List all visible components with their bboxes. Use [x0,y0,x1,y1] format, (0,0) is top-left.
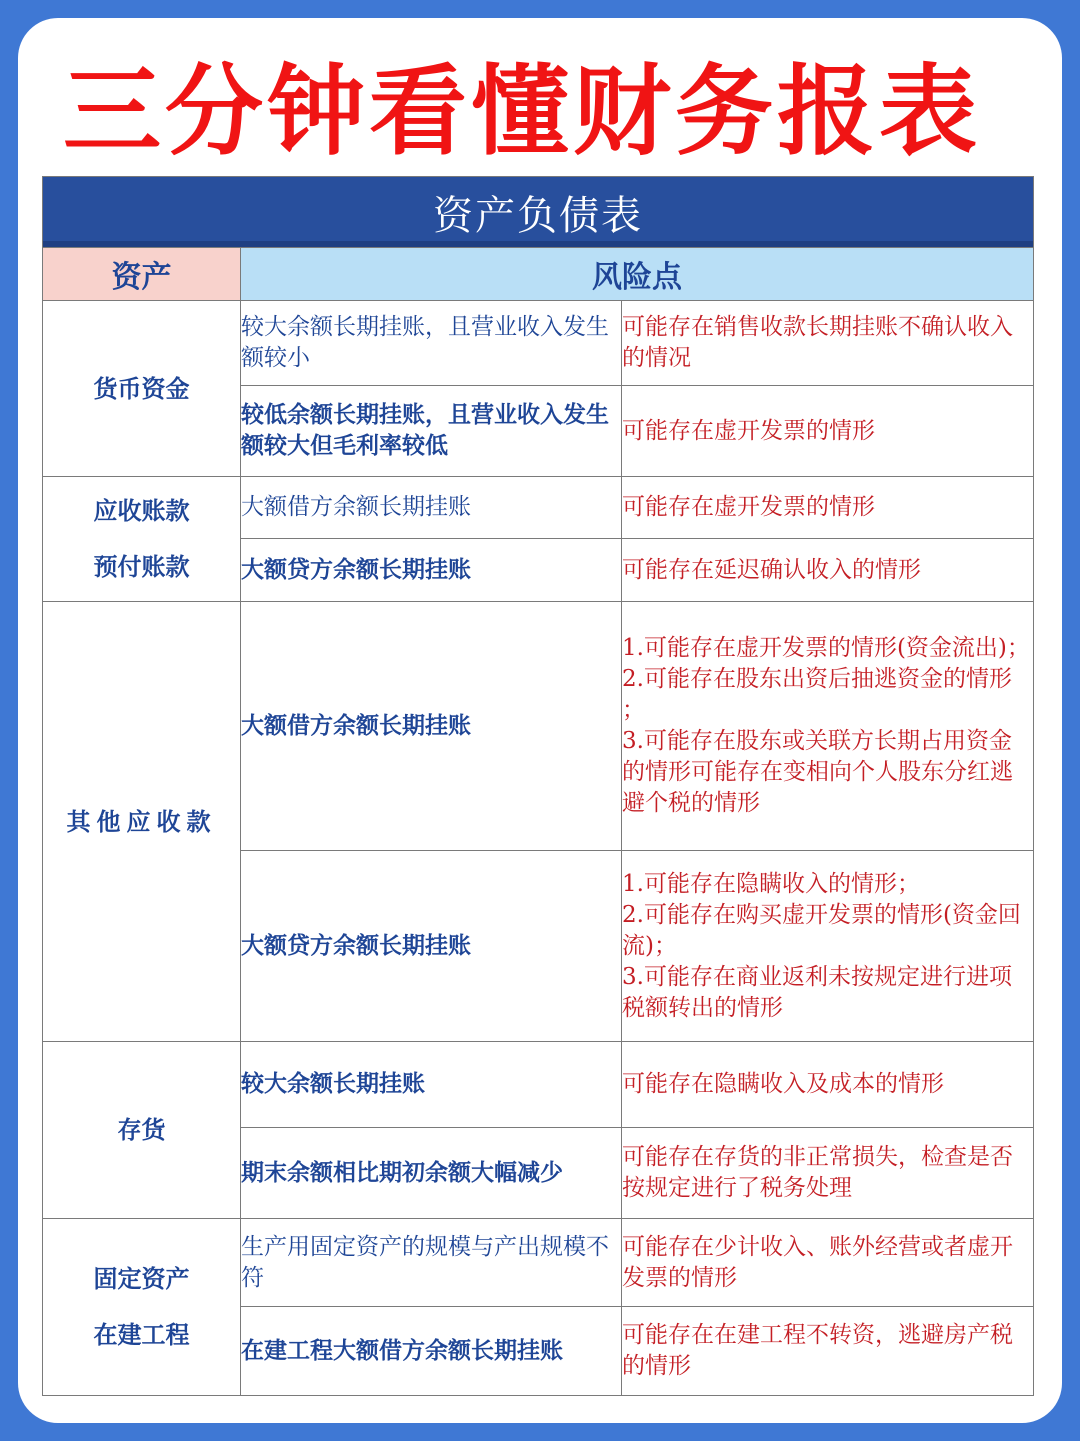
condition-cell: 大额借方余额长期挂账 [241,602,622,851]
table-row [43,301,1034,386]
page-title: 三分钟看懂财务报表 [62,55,981,169]
header-asset: 资产 [43,248,241,301]
risk-cell: 可能存在在建工程不转资，逃避房产税的情形 [622,1307,1034,1396]
condition-cell: 期末余额相比期初余额大幅减少 [241,1128,622,1219]
asset-other-receivable: 其他应收款 [43,602,241,1042]
condition-cell: 大额贷方余额长期挂账 [241,851,622,1042]
table-header-row [43,248,1034,301]
asset-construction: 在建工程 [93,1321,190,1349]
risk-line: 2.可能存在购买虚开发票的情形(资金回流)； [622,901,1021,959]
risk-cell: 可能存在虚开发票的情形 [622,477,1034,539]
risk-line: 3.可能存在股东或关联方长期占用资金的情形可能存在变相向个人股东分红逃避个税的情形 [622,728,1013,816]
asset-cash: 货币资金 [43,301,241,477]
table-row [43,602,1034,851]
asset-fixed-construction [43,1219,241,1396]
risk-line: 1.可能存在虚开发票的情形(资金流出)； [622,635,1030,661]
condition-cell: 在建工程大额借方余额长期挂账 [241,1307,622,1396]
risk-cell: 可能存在隐瞒收入及成本的情形 [622,1042,1034,1128]
risk-cell: 可能存在延迟确认收入的情形 [622,539,1034,602]
condition-cell: 较低余额长期挂账，且营业收入发生额较大但毛利率较低 [241,386,622,477]
sheet-title: 资产负债表 [43,177,1034,248]
table-banner-row [43,177,1034,248]
condition-cell: 较大余额长期挂账 [241,1042,622,1128]
condition-cell: 大额贷方余额长期挂账 [241,539,622,602]
risk-line: 3.可能存在商业返利未按规定进行进项税额转出的情形 [622,963,1012,1021]
risk-cell [622,851,1034,1042]
risk-line: 1.可能存在隐瞒收入的情形； [622,870,920,897]
asset-receivable-prepaid [43,477,241,602]
risk-line: 2.可能存在股东出资后抽逃资金的情形 ； [622,666,1012,723]
asset-fixed: 固定资产 [93,1265,190,1293]
risk-cell: 可能存在销售收款长期挂账不确认收入的情况 [622,301,1034,386]
table-row [43,1219,1034,1307]
header-risk: 风险点 [241,248,1034,301]
risk-cell: 可能存在少计收入、账外经营或者虚开发票的情形 [622,1219,1034,1307]
condition-cell: 大额借方余额长期挂账 [241,477,622,539]
condition-cell: 较大余额长期挂账，且营业收入发生额较小 [241,301,622,386]
risk-cell [622,602,1034,851]
asset-prepaid: 预付账款 [93,553,190,581]
risk-cell: 可能存在存货的非正常损失，检查是否按规定进行了税务处理 [622,1128,1034,1219]
risk-cell: 可能存在虚开发票的情形 [622,386,1034,477]
balance-sheet-table [42,176,1034,1396]
table-row [43,1042,1034,1128]
condition-cell: 生产用固定资产的规模与产出规模不符 [241,1219,622,1307]
table-row [43,477,1034,539]
asset-inventory: 存货 [43,1042,241,1219]
asset-receivable: 应收账款 [93,497,190,525]
